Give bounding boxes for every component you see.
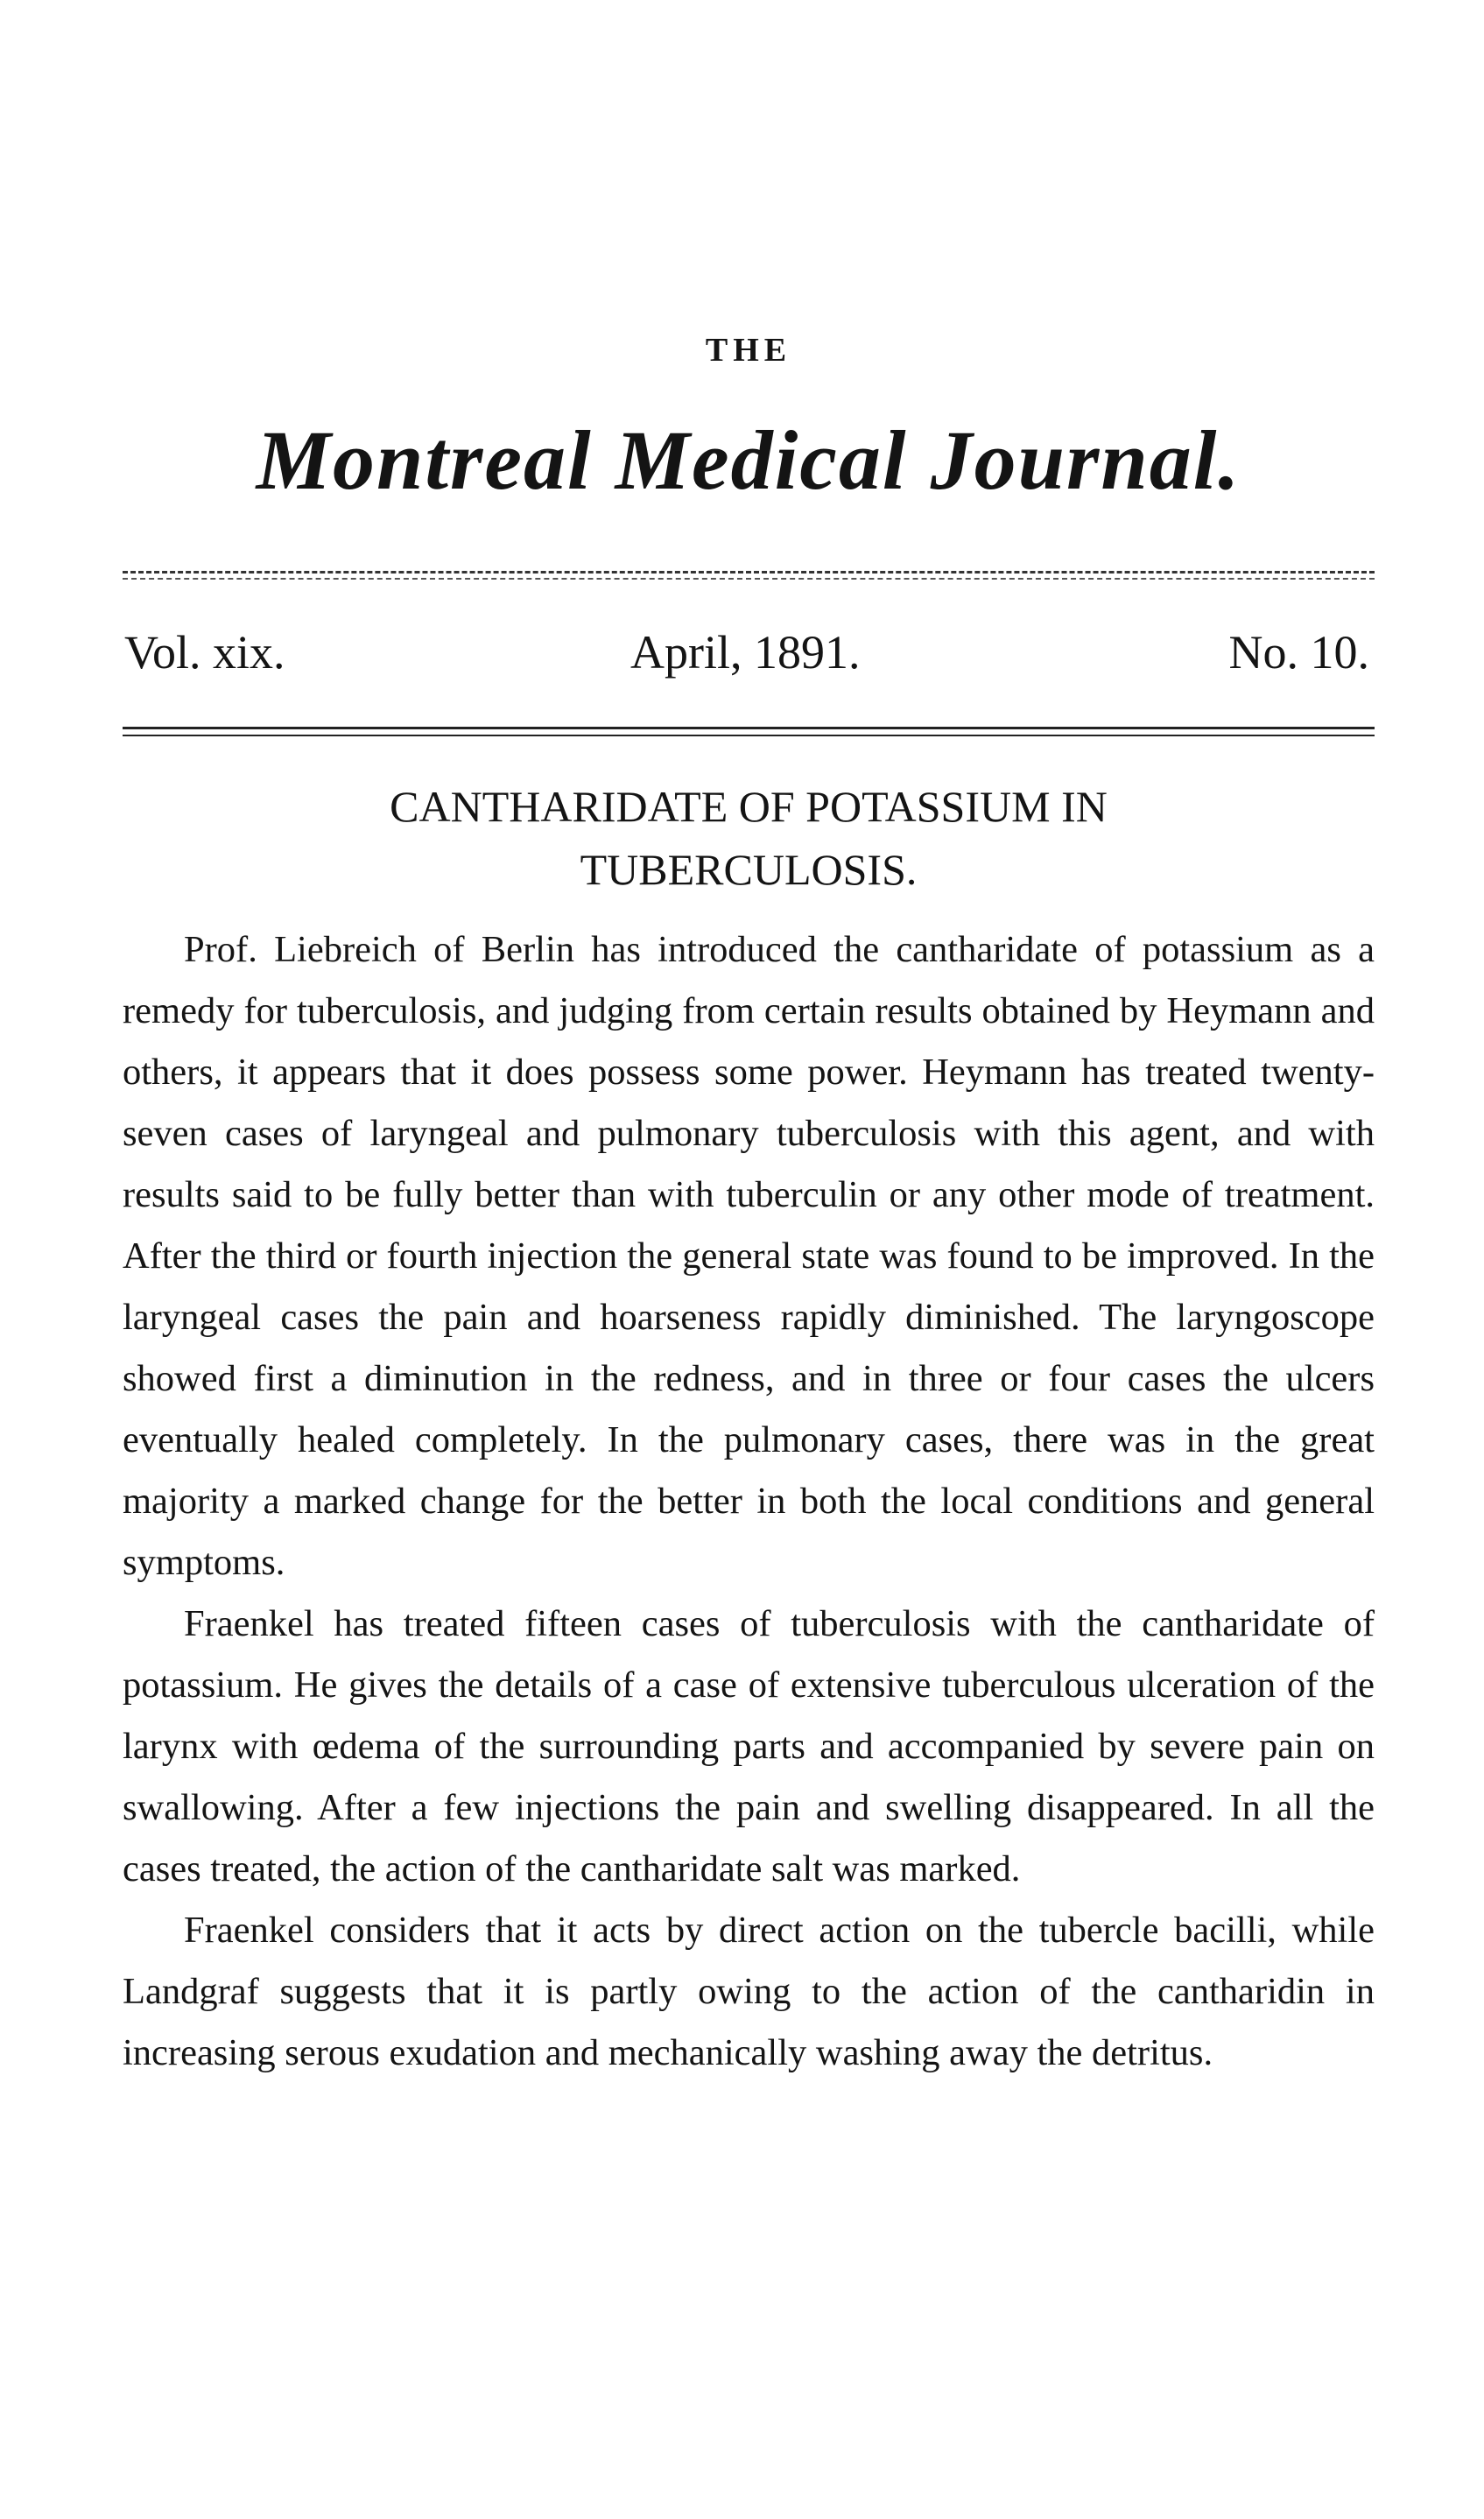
issue-info [123,626,1375,679]
journal-title: Montreal Medical Journal. [256,413,1241,507]
masthead-the: THE [705,332,792,369]
masthead-rule-secondary [123,578,1375,580]
article-paragraph-3: Fraenkel considers that it acts by direct action on the tubercle bacilli, while Landgraf suggests that it is partly owing to the action of the cantharidin in increasing serous exudation and mechanically washing away the detritus. [123,1910,1375,2073]
issue-number: No. 10. [1228,626,1369,679]
article-paragraph-2: Fraenkel has treated fifteen cases of tuberculosis with the cantharidate of potassium. He gives the details of a case of extensive tuberculous ulceration of the larynx with œdema of the surrounding parts and accompanied by severe pain on swallowing. After a few injections the pain and swelling disappeared. In all the cases treated, the action of the cantharidate salt was marked. [123,1603,1375,1889]
article-title-line-2: TUBERCULOSIS. [580,845,918,894]
volume-label: Vol. xix. [124,626,285,679]
issue-date: April, 1891. [630,626,861,679]
article-body [123,919,1375,2084]
issue-rule [123,727,1375,736]
article-paragraph-1: Prof. Liebreich of Berlin has introduced the cantharidate of potassium as a remedy for tuberculosis, and judging from certain results obtained by Heymann and others, it appears that it does possess some power. Heymann has treated twenty-seven cases of laryngeal and pulmonary tuberculosis with this agent, and with results said to be fully better than with tuberculin or any other mode of treatment. After the third or fourth injection the general state was found to be improved. In the laryngeal cases the pain and hoarseness rapidly diminished. The laryngoscope showed first a diminution in the redness, and in three or four cases the ulcers eventually healed completely. In the pulmonary cases, there was in the great majority a marked change for the better in both the local conditions and general symptoms. [123,929,1375,1583]
masthead-rule [123,571,1375,573]
journal-page [123,0,1375,2519]
article-title [123,775,1375,901]
article-title-line-1: CANTHARIDATE OF POTASSIUM IN [390,782,1108,831]
